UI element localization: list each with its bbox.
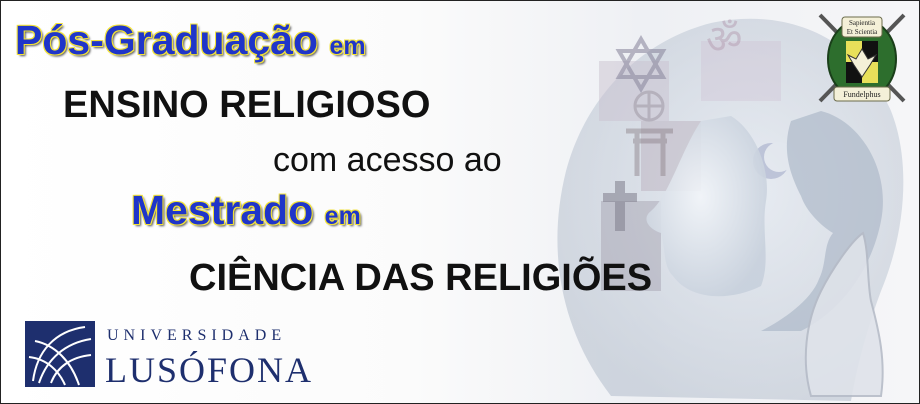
logo-universidade: UNIVERSIDADE [107,327,287,344]
crest-motto-2: Et Scientia [846,28,878,36]
logo-lusofona: LUSÓFONA [105,350,314,390]
dharma-wheel-icon [635,92,663,120]
headline-ensino-religioso: ENSINO RELIGIOSO [63,84,431,126]
headline-mestrado: Mestrado em [131,187,361,233]
om-icon: ॐ [706,17,743,63]
headline-ciencia-das-religioes: CIÊNCIA DAS RELIGIÕES [189,257,653,299]
crest-emblem [816,9,908,107]
globe-icon [25,321,95,387]
crest-banner: Fundelphus [843,90,881,99]
universidade-lusofona-logo [25,321,314,392]
crest-motto-1: Sapientia [848,19,876,27]
headline-com-acesso-ao: com acesso ao [273,141,502,179]
headline-pos-graduacao: Pós-Graduação em [15,17,366,63]
